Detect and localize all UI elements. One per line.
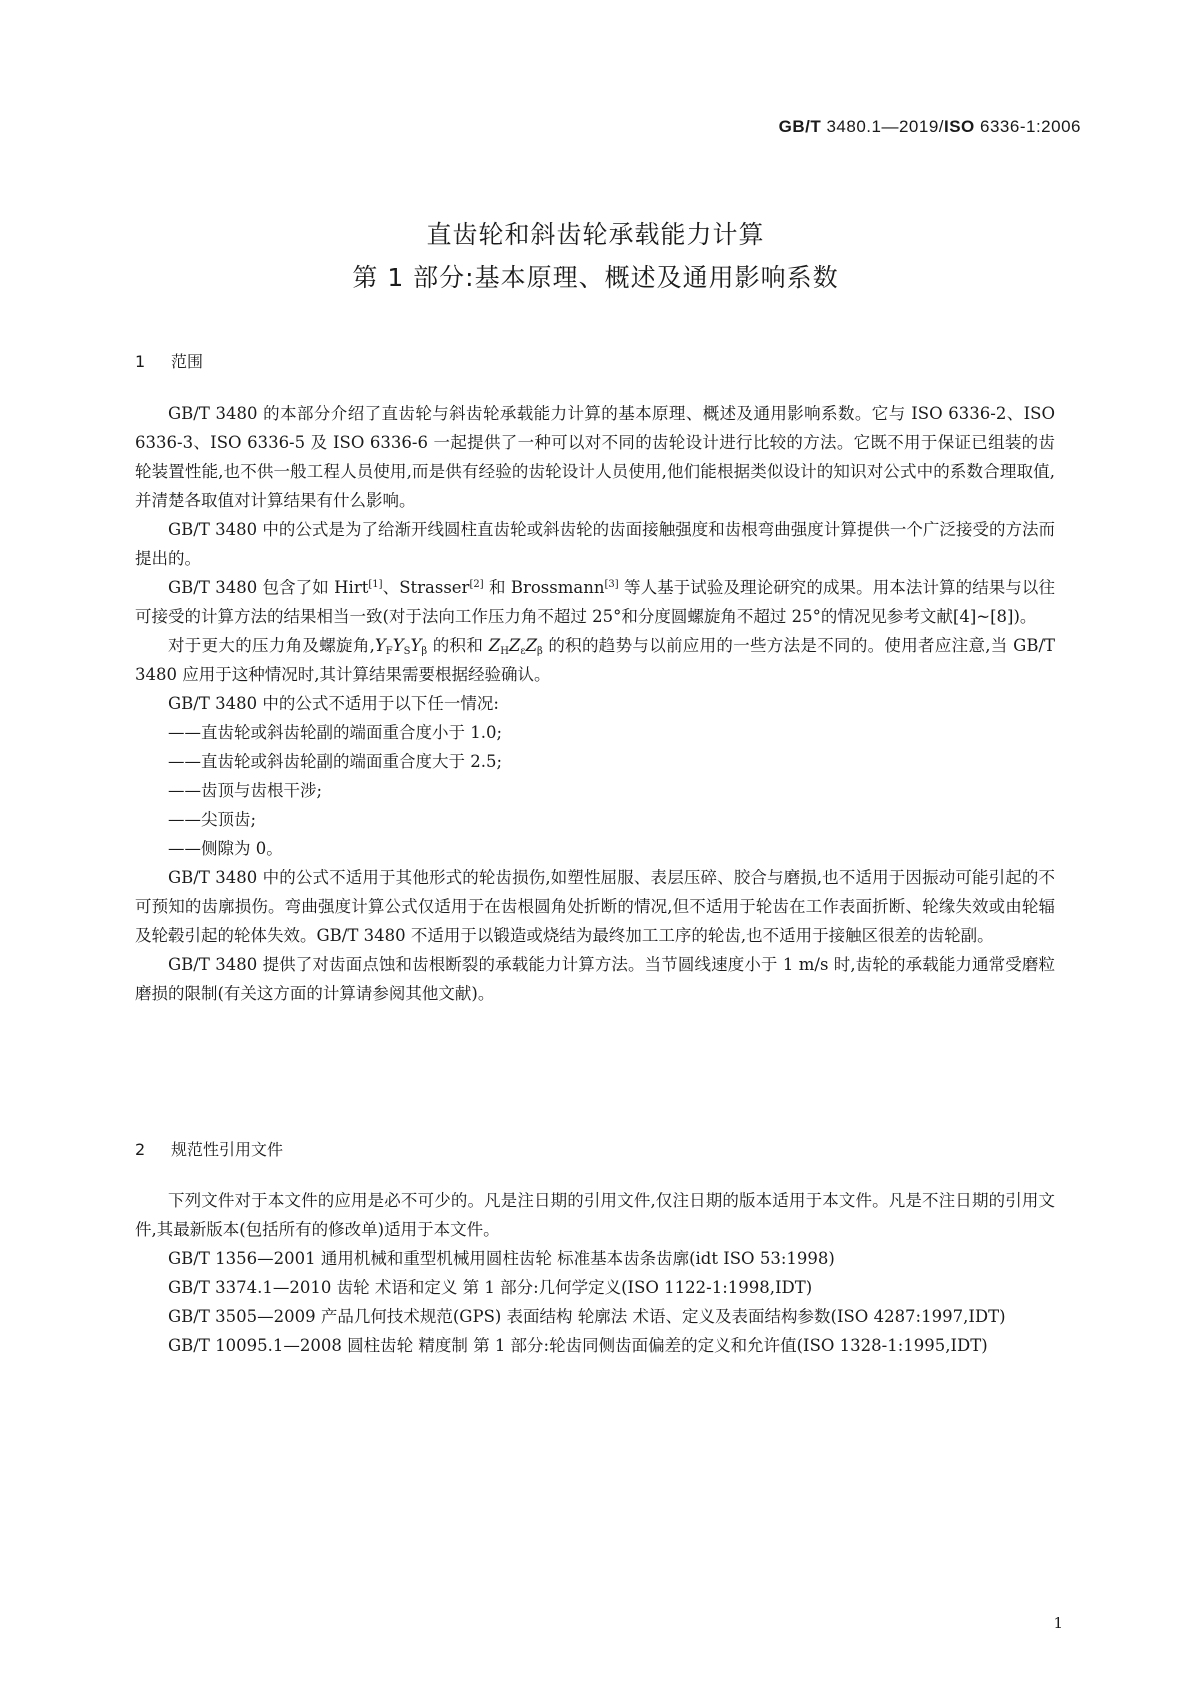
- section-2-body: [135, 1186, 1055, 1360]
- section-title: 范围: [171, 352, 204, 371]
- section-number: 2: [135, 1140, 146, 1159]
- paragraph: 对于更大的压力角及螺旋角$,Y_FY_SY_\beta$ 的积和 $Z_HZ_\varepsilon Z_\beta$ 的积的趋势与以前应用的一些方法是不同的。使用者应注意,当 GB/T 3480 应用于这种情况时,其计算结果需要根据经验确认。: [135, 636, 1056, 684]
- document-title-line2: 第 1 部分:基本原理、概述及通用影响系数: [352, 263, 839, 292]
- list-item: ——齿顶与齿根干涉;: [168, 781, 323, 800]
- paragraph: 下列文件对于本文件的应用是必不可少的。凡是注日期的引用文件,仅注日期的版本适用于本文件。凡是不注日期的引用文件,其最新版本(包括所有的修改单)适用于本文件。: [135, 1191, 1055, 1239]
- citation-ref: [2]: [469, 579, 484, 590]
- paragraph: GB/T 3480 包含了如 Hirt[1]、Strasser[2] 和 Brossmann[3] 等人基于试验及理论研究的成果。用本法计算的结果与以往可接受的计算方法的结果相当一致(对于法向工作压力角不超过 25°和分度圆螺旋角不超过 25°的情况见参考文献[4]~[8])。: [135, 578, 1056, 626]
- section-1-heading: [135, 349, 203, 372]
- paragraph: GB/T 3480 中的公式是为了给渐开线圆柱直齿轮或斜齿轮的齿面接触强度和齿根弯曲强度计算提供一个广泛接受的方法而提出的。: [135, 520, 1055, 568]
- section-1-body: [135, 399, 1055, 1008]
- paragraph: GB/T 3480 的本部分介绍了直齿轮与斜齿轮承载能力计算的基本原理、概述及通用影响系数。它与 ISO 6336-2、ISO 6336-3、ISO 6336-5 及 ISO 6336-6 一起提供了一种可以对不同的齿轮设计进行比较的方法。它既不用于保证已组装的齿轮装置性能,也不供一般工程人员使用,而是供有经验的齿轮设计人员使用,他们能根据类似设计的知识对公式中的系数合理取值,并清楚各取值对计算结果有什么影响。: [135, 404, 1055, 510]
- list-item: ——直齿轮或斜齿轮副的端面重合度小于 1.0;: [168, 723, 503, 742]
- list-item: ——侧隙为 0。: [168, 839, 283, 858]
- paragraph: GB/T 3480 中的公式不适用于其他形式的轮齿损伤,如塑性屈服、表层压碎、胶合与磨损,也不适用于因振动可能引起的不可预知的齿廓损伤。弯曲强度计算公式仅适用于在齿根圆角处折断的情况,但不适用于轮齿在工作表面折断、轮缘失效或由轮辐及轮毂引起的轮体失效。GB/T 3480 不适用于以锻造或烧结为最终加工工序的轮齿,也不适用于接触区很差的齿轮副。: [135, 868, 1055, 945]
- reference-item: GB/T 3505—2009 产品几何技术规范(GPS) 表面结构 轮廓法 术语、定义及表面结构参数(ISO 4287:1997,IDT): [168, 1307, 1006, 1326]
- reference-item: GB/T 3374.1—2010 齿轮 术语和定义 第 1 部分:几何学定义(ISO 1122-1:1998,IDT): [168, 1278, 813, 1297]
- paragraph: GB/T 3480 中的公式不适用于以下任一情况:: [168, 694, 499, 713]
- section-number: 1: [135, 352, 146, 371]
- document-title-line1: 直齿轮和斜齿轮承载能力计算: [426, 220, 765, 249]
- paragraph: GB/T 3480 提供了对齿面点蚀和齿根断裂的承载能力计算方法。当节圆线速度小于 1 m/s 时,齿轮的承载能力通常受磨粒磨损的限制(有关这方面的计算请参阅其他文献)。: [135, 955, 1055, 1003]
- list-item: ——尖顶齿;: [168, 810, 257, 829]
- section-2-heading: [135, 1137, 283, 1160]
- page-number: 1: [1053, 1614, 1063, 1632]
- citation-ref: [1]: [368, 579, 383, 590]
- reference-item: GB/T 10095.1—2008 圆柱齿轮 精度制 第 1 部分:轮齿同侧齿面偏差的定义和允许值(ISO 1328-1:1995,IDT): [168, 1336, 988, 1355]
- section-title: 规范性引用文件: [171, 1140, 284, 1159]
- citation-ref: [3]: [604, 579, 619, 590]
- reference-item: GB/T 1356—2001 通用机械和重型机械用圆柱齿轮 标准基本齿条齿廓(idt ISO 53:1998): [168, 1249, 835, 1268]
- standard-code-header: GB/T 3480.1—2019/ISO 6336-1:2006: [778, 117, 1081, 136]
- list-item: ——直齿轮或斜齿轮副的端面重合度大于 2.5;: [168, 752, 503, 771]
